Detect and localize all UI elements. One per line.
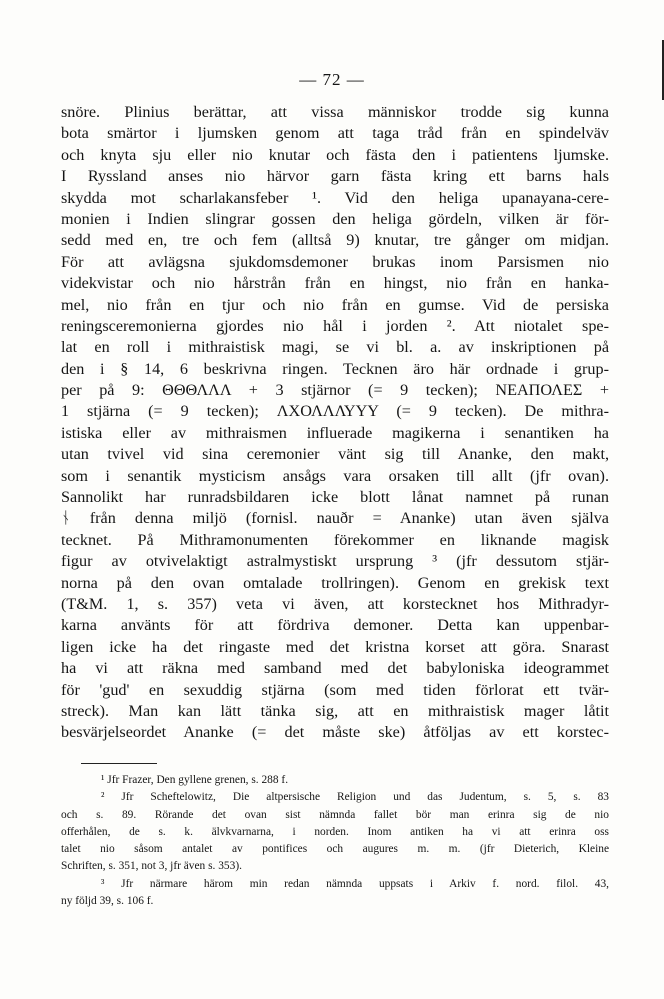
- page-number: — 72 —: [299, 70, 365, 89]
- body-line: och knyta sju eller nio knutar och fästa den i patientens ljumske.: [61, 145, 609, 164]
- body-line: mel, nio från en tjur och nio från en gumse. Vid de persiska: [61, 295, 609, 314]
- footnote-line: offerhålen, de s. k. älvkvarnarna, i norden. Inom antiken ha vi att erinra oss: [61, 825, 609, 838]
- body-line: monien i Indien slingrar gossen den heliga gördeln, vilken är för-: [61, 209, 609, 228]
- footnote-line: ³ Jfr närmare härom min redan nämnda uppsats i Arkiv f. nord. filol. 43,: [101, 877, 609, 890]
- body-line: karna använts för att fördriva demoner. Detta kan uppenbar-: [61, 616, 609, 635]
- body-line: istiska eller av mithraismen influerade magikerna i senantiken ha: [61, 423, 609, 442]
- body-line: videkvistar och nio hårstrån från en hingst, nio från en hanka-: [61, 274, 609, 293]
- footnote-line: Schriften, s. 351, not 3, jfr även s. 353).: [61, 860, 242, 873]
- body-line: För att avlägsna sjukdomsdemoner brukas inom Parsismen nio: [61, 252, 609, 271]
- footnotes: [61, 772, 609, 910]
- body-line: sedd med en, tre och fem (alltså 9) knutar, tre gånger om midjan.: [61, 231, 609, 250]
- footnote-line: talet nio såsom antalet av pontifices och augures m. m. (jfr Dieterich, Kleine: [61, 843, 609, 856]
- body-line: (T&M. 1, s. 357) veta vi även, att korstecknet hos Mithradyr-: [61, 594, 609, 613]
- footnote-line: och s. 89. Rörande det ovan sist nämnda fallet bör man erinra sig de nio: [61, 808, 609, 821]
- body-line: besvärjelseordet Ananke (= det måste ske) åtföljas av ett korstec-: [61, 723, 609, 742]
- body-line: streck). Man kan lätt tänka sig, att en mithraistisk mager låtit: [61, 701, 609, 720]
- body-line: bota smärtor i ljumsken genom att taga tråd från en spindelväv: [61, 124, 609, 143]
- body-line: som i senantik mysticism ansågs vara orsaken till allt (jfr ovan).: [61, 466, 609, 485]
- body-text: [61, 102, 609, 744]
- body-line: den i § 14, 6 beskrivna ringen. Tecknen äro här ordnade i grup-: [61, 359, 609, 378]
- body-line: reningsceremonierna gjordes nio hål i jorden ². Att niotalet spe-: [61, 316, 609, 335]
- body-line: ᚾ från denna miljö (fornisl. nauðr = Ananke) utan även själva: [61, 509, 609, 528]
- footnote-line: ny följd 39, s. 106 f.: [61, 895, 154, 908]
- body-line: skydda mot scharlakansfeber ¹. Vid den heliga upanayana-cere-: [61, 188, 609, 207]
- body-line: tecknet. På Mithramonumenten förekommer en liknande magisk: [61, 530, 609, 549]
- body-line: 1 stjärna (= 9 tecken); ΛΧΟΛΛΛΥΥΥ (= 9 tecken). De mithra-: [61, 402, 609, 421]
- body-line: figur av otvivelaktigt astralmystiskt ursprung ³ (jfr dessutom stjär-: [61, 552, 609, 571]
- body-line: per på 9: ΘΘΘΛΛΛ + 3 stjärnor (= 9 tecken); ΝΕΑΠΟΛΕΣ +: [61, 381, 609, 400]
- body-line: ha vi att räkna med samband med det babyloniska ideogrammet: [61, 659, 609, 678]
- body-line: för 'gud' en sexuddig stjärna (som med tiden förlorat ett tvär-: [61, 680, 609, 699]
- footnote-divider: [81, 763, 157, 764]
- body-line: lat en roll i mithraistisk magi, se vi bl. a. av inskriptionen på: [61, 338, 609, 357]
- body-line: I Ryssland anses nio härvor garn fästa kring ett barns hals: [61, 167, 609, 186]
- footnote-line: ² Jfr Scheftelowitz, Die altpersische Religion und das Judentum, s. 5, s. 83: [101, 791, 609, 804]
- body-line: ligen icke ha det ringaste med det kristna korset att göra. Snarast: [61, 637, 609, 656]
- body-line: snöre. Plinius berättar, att vissa människor trodde sig kunna: [61, 103, 609, 121]
- body-line: norna på den ovan omtalade trollringen). Genom en grekisk text: [61, 573, 609, 592]
- footnote-line: ¹ Jfr Frazer, Den gyllene grenen, s. 288 f.: [101, 774, 289, 786]
- body-line: Sannolikt har runradsbildaren icke blott lånat namnet på runan: [61, 488, 609, 507]
- body-line: utan tvivel vid sina ceremonier vänt sig till Ananke, den makt,: [61, 445, 609, 464]
